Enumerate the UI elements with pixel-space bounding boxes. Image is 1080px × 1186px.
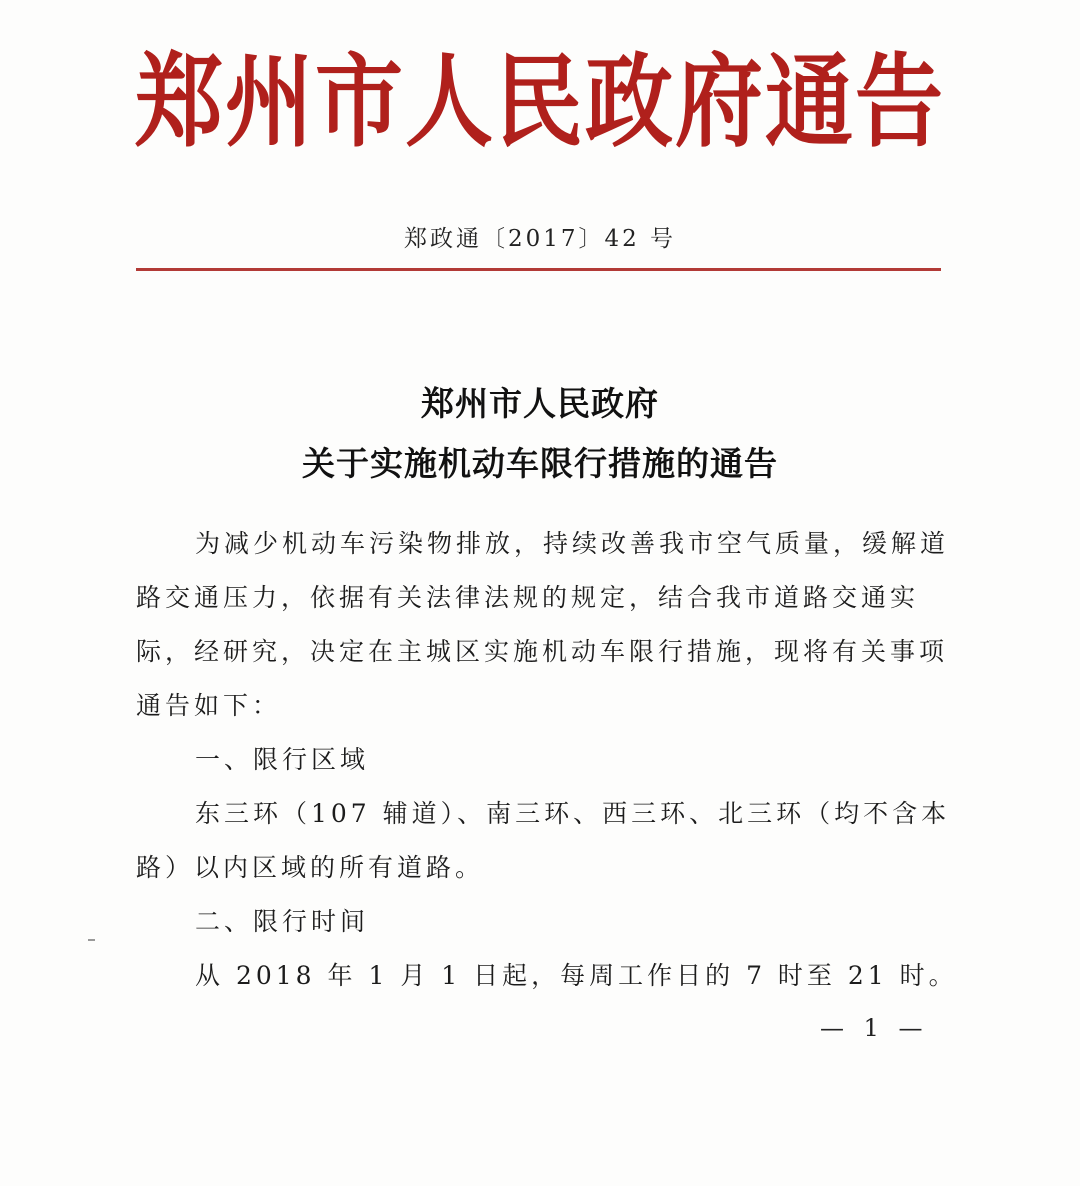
red-header-title: 郑州市人民政府通告 xyxy=(134,42,945,162)
intro-line-4: 通告如下： xyxy=(136,691,282,720)
document-number: 郑政通〔2017〕42 号 xyxy=(403,226,677,252)
notice-title-line-2: 关于实施机动车限行措施的通告 xyxy=(302,444,778,483)
section-2-text: 从 2018 年 1 月 1 日起，每周工作日的 7 时至 21 时。 xyxy=(195,961,958,990)
page-number: — 1 — xyxy=(820,1014,929,1042)
notice-title-line-1: 郑州市人民政府 xyxy=(421,384,659,423)
intro-line-2: 路交通压力，依据有关法律法规的规定，结合我市道路交通实 xyxy=(136,583,920,612)
section-1-heading: 一、限行区域 xyxy=(195,745,370,774)
section-1-line-2: 路）以内区域的所有道路。 xyxy=(136,853,485,882)
intro-line-1: 为减少机动车污染物排放，持续改善我市空气质量，缓解道 xyxy=(195,529,950,558)
scan-speck xyxy=(88,939,95,941)
red-divider-line xyxy=(136,268,941,271)
intro-line-3: 际，经研究，决定在主城区实施机动车限行措施，现将有关事项 xyxy=(136,637,949,666)
section-1-line-1: 东三环（107 辅道）、南三环、西三环、北三环（均不含本 xyxy=(195,799,951,828)
section-2-heading: 二、限行时间 xyxy=(195,907,370,936)
